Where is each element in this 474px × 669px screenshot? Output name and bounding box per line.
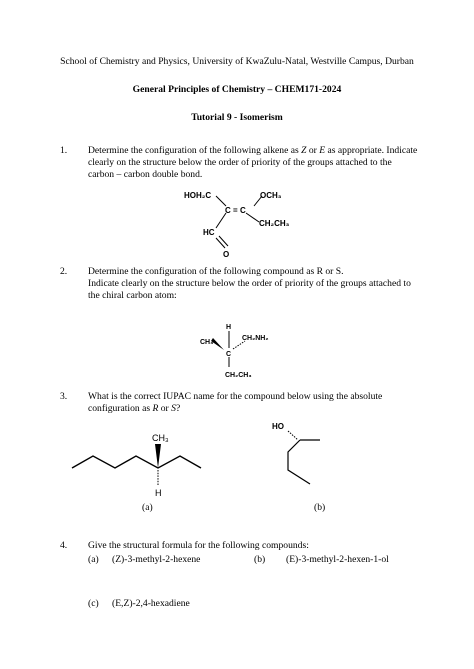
q4c-label: (c) (88, 598, 99, 609)
q3-number: 3. (60, 391, 68, 402)
q2-label-ch2nh2: CH₂NH₂ (242, 335, 269, 342)
q3-line-2: configuration as R or S? (88, 403, 181, 414)
q1-label-hoh2c: HOH₂C (184, 191, 212, 200)
q1-line-1: Determine the configuration of the following alkene as Z or E as appropriate. Indicate (88, 145, 418, 156)
q2-label-c: C (226, 351, 232, 358)
q2-line-1: Determine the configuration of the following compound as R or S. (88, 266, 344, 277)
school-line: School of Chemistry and Physics, University of KwaZulu-Natal, Westville Campus, Durban (60, 56, 414, 67)
q3b-caption: (b) (314, 502, 326, 513)
q1-label-och3: OCH₃ (260, 191, 282, 200)
q2-label-ch3: CH₃ (200, 339, 214, 346)
q2-line-3: the chiral carbon atom: (88, 290, 177, 301)
q1-label-eq: = (233, 206, 238, 215)
q3a-label-h: H (155, 488, 162, 498)
q2-number: 2. (60, 266, 68, 277)
q3a-caption: (a) (142, 502, 153, 513)
q4b-label: (b) (254, 554, 266, 565)
q1-label-ch2ch3: CH₂CH₃ (259, 219, 290, 228)
q1-line-3: carbon – carbon double bond. (88, 169, 203, 180)
q2-label-h: H (226, 324, 232, 331)
q4a-label: (a) (88, 554, 99, 565)
tutorial-title: Tutorial 9 - Isomerism (191, 112, 283, 123)
q3-line-1: What is the correct IUPAC name for the compound below using the absolute (88, 391, 383, 402)
q4b-text: (E)-3-methyl-2-hexen-1-ol (286, 554, 389, 565)
q4-intro: Give the structural formula for the following compounds: (88, 540, 309, 551)
q3a-label-ch3: CH₃ (152, 433, 169, 443)
q4c-text: (E,Z)-2,4-hexadiene (112, 598, 190, 609)
q1-label-hc: HC (203, 228, 215, 237)
q2-line-2: Indicate clearly on the structure below the order of priority of the groups attached to (88, 278, 411, 289)
q4a-text: (Z)-3-methyl-2-hexene (112, 554, 201, 565)
q4-number: 4. (60, 540, 68, 551)
q3b-label-ho: HO (272, 422, 284, 431)
q1-label-c2: C (240, 206, 246, 215)
course-title: General Principles of Chemistry – CHEM171-2024 (132, 84, 342, 95)
q2-label-ch2ch3: CH₂CH₃ (225, 372, 252, 379)
q1-line-2: clearly on the structure below the order of priority of the groups attached to the (88, 157, 392, 168)
q1-label-o: O (223, 250, 230, 259)
q1-label-c1: C (225, 206, 231, 215)
q1-number: 1. (60, 145, 68, 156)
